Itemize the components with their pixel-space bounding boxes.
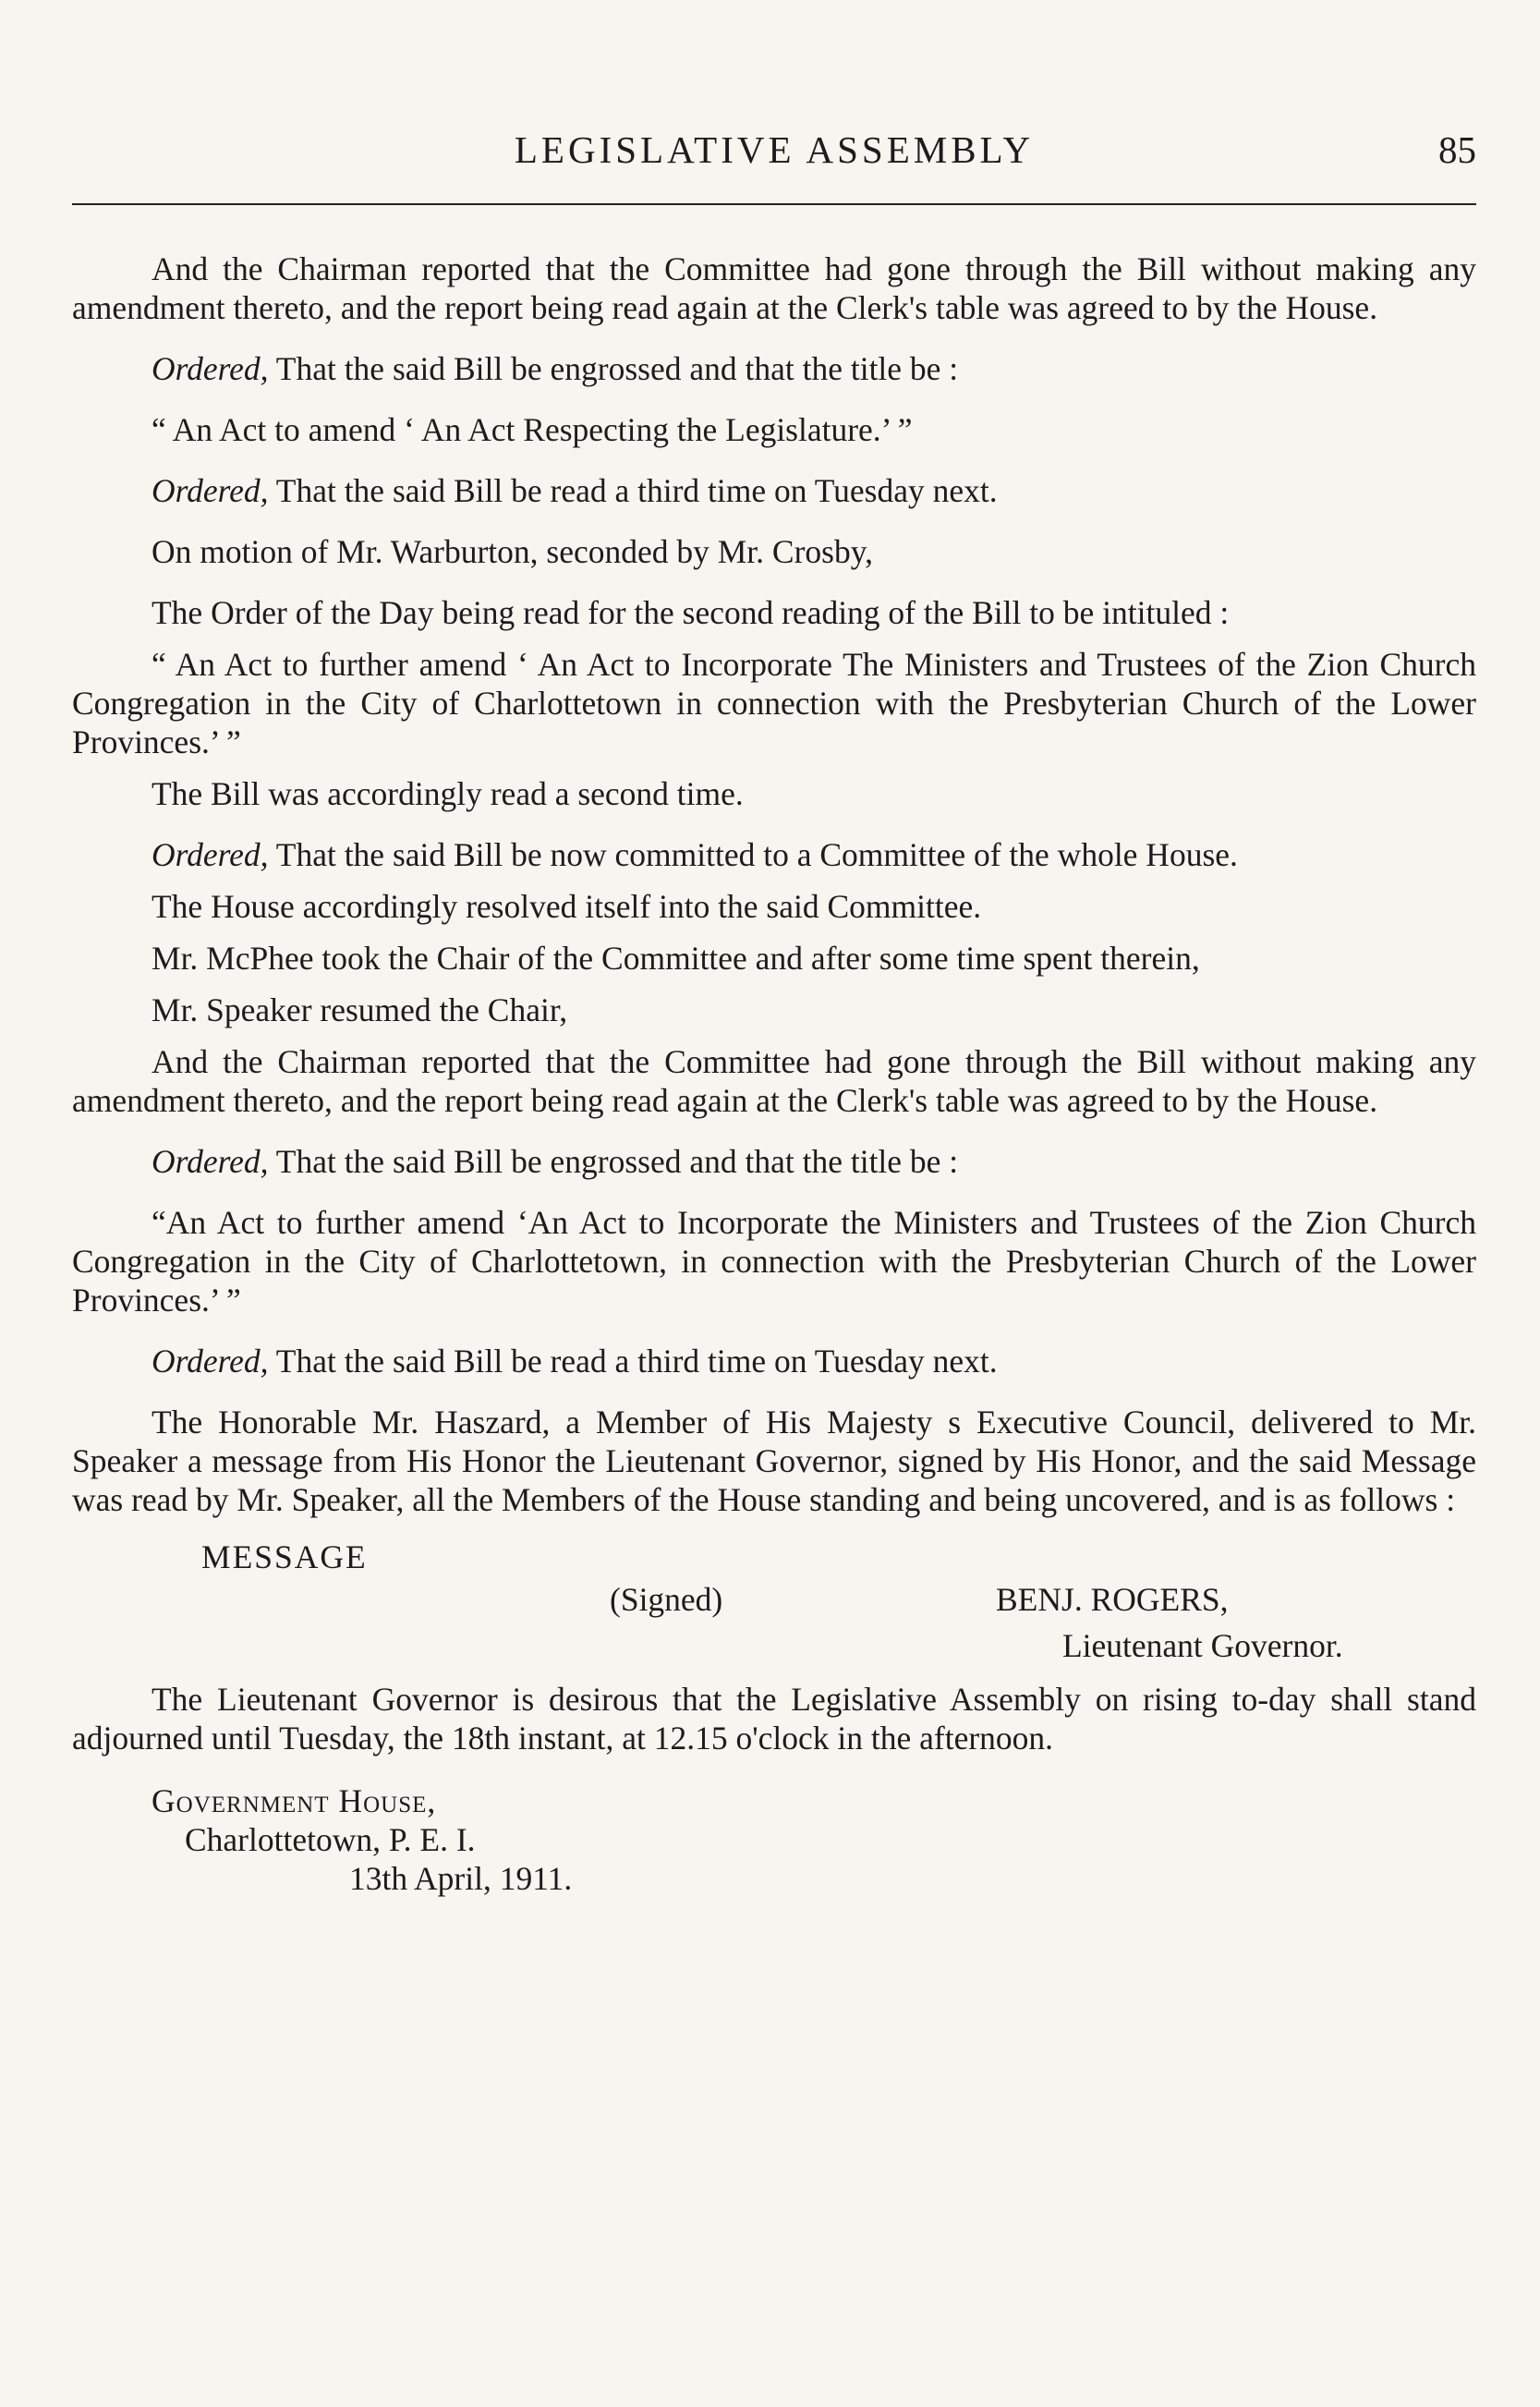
ordered-label: Ordered,: [152, 836, 269, 873]
paragraph-text: That the said Bill be engrossed and that the title be :: [268, 350, 959, 387]
paragraph: [72, 835, 1476, 874]
address-city: Charlottetown, P. E. I.: [185, 1821, 476, 1858]
paragraph: And the Chairman reported that the Committee had gone through the Bill without making any amendment thereto, and the report being read again at the Clerk's table was agreed to by the House.: [72, 1043, 1476, 1119]
bill-title: “ An Act to amend ‘ An Act Respecting the Legislature.’ ”: [152, 411, 913, 448]
paragraph-text: That the said Bill be read a third time on Tuesday next.: [268, 472, 998, 509]
document-body: [72, 249, 1476, 1898]
paragraph-text: That the said Bill be read a third time on Tuesday next.: [268, 1343, 998, 1380]
paragraph: The Order of the Day being read for the second reading of the Bill to be intituled :: [152, 594, 1230, 631]
paragraph: Mr. McPhee took the Chair of the Committee and after some time spent therein,: [152, 940, 1200, 977]
signature-row: [72, 1580, 1476, 1623]
ordered-label: Ordered,: [152, 1343, 269, 1380]
message-heading: MESSAGE: [201, 1538, 368, 1575]
message-body: The Lieutenant Governor is desirous that the Legislative Assembly on rising to-day shall stand adjourned until Tuesday, the 18th instant, at 12.15 o'clock in the afternoon.: [72, 1681, 1476, 1757]
bill-title: “ An Act to further amend ‘ An Act to Incorporate The Ministers and Trustees of the Zion Church Congregation in the City of Charlottetown in connection with the Presbyterian Church of the Lower Provinces.’ ”: [72, 646, 1476, 760]
paragraph: [72, 349, 1476, 388]
paragraph: [72, 471, 1476, 510]
document-page: [72, 0, 1476, 2407]
address-name: Government House,: [152, 1782, 437, 1819]
paragraph: [72, 1142, 1476, 1181]
ordered-label: Ordered,: [152, 472, 269, 509]
header-rule: [72, 203, 1476, 205]
paragraph-text: That the said Bill be engrossed and that the title be :: [268, 1143, 959, 1180]
paragraph: And the Chairman reported that the Committee had gone through the Bill without making any amendment thereto, and the report being read again at the Clerk's table was agreed to by the House.: [72, 250, 1476, 326]
paragraph: The Honorable Mr. Haszard, a Member of His Majesty s Executive Council, delivered to Mr. Speaker a message from His Honor the Lieutenant Governor, signed by His Honor, and the said Message was read by Mr. Speaker, all the Members of the House standing and being uncovered, and is as follows :: [72, 1404, 1476, 1518]
paragraph: The Bill was accordingly read a second time.: [152, 775, 744, 812]
ordered-label: Ordered,: [152, 1143, 269, 1180]
bill-title: “An Act to further amend ‘An Act to Incorporate the Ministers and Trustees of the Zion Church Congregation in the City of Charlottetown, in connection with the Presbyterian Church of the Lower Provinces.’ ”: [72, 1204, 1476, 1319]
signed-label: (Signed): [610, 1581, 723, 1618]
paragraph: Mr. Speaker resumed the Chair,: [152, 991, 568, 1028]
paragraph-text: That the said Bill be now committed to a Committee of the whole House.: [268, 836, 1238, 873]
paragraph: The House accordingly resolved itself into the said Committee.: [152, 888, 982, 925]
signatory-title-row: [72, 1623, 1476, 1667]
page-header: [72, 128, 1476, 183]
paragraph: [72, 1342, 1476, 1380]
ordered-label: Ordered,: [152, 350, 269, 387]
signatory-name: BENJ. ROGERS,: [996, 1581, 1229, 1618]
message-date: 13th April, 1911.: [349, 1860, 573, 1897]
signatory-title: Lieutenant Governor.: [1062, 1627, 1343, 1664]
address-line: [72, 1781, 1476, 1820]
page-number: 85: [1438, 128, 1476, 171]
paragraph: On motion of Mr. Warburton, seconded by Mr. Crosby,: [152, 533, 874, 570]
page-title: LEGISLATIVE ASSEMBLY: [514, 128, 1035, 171]
